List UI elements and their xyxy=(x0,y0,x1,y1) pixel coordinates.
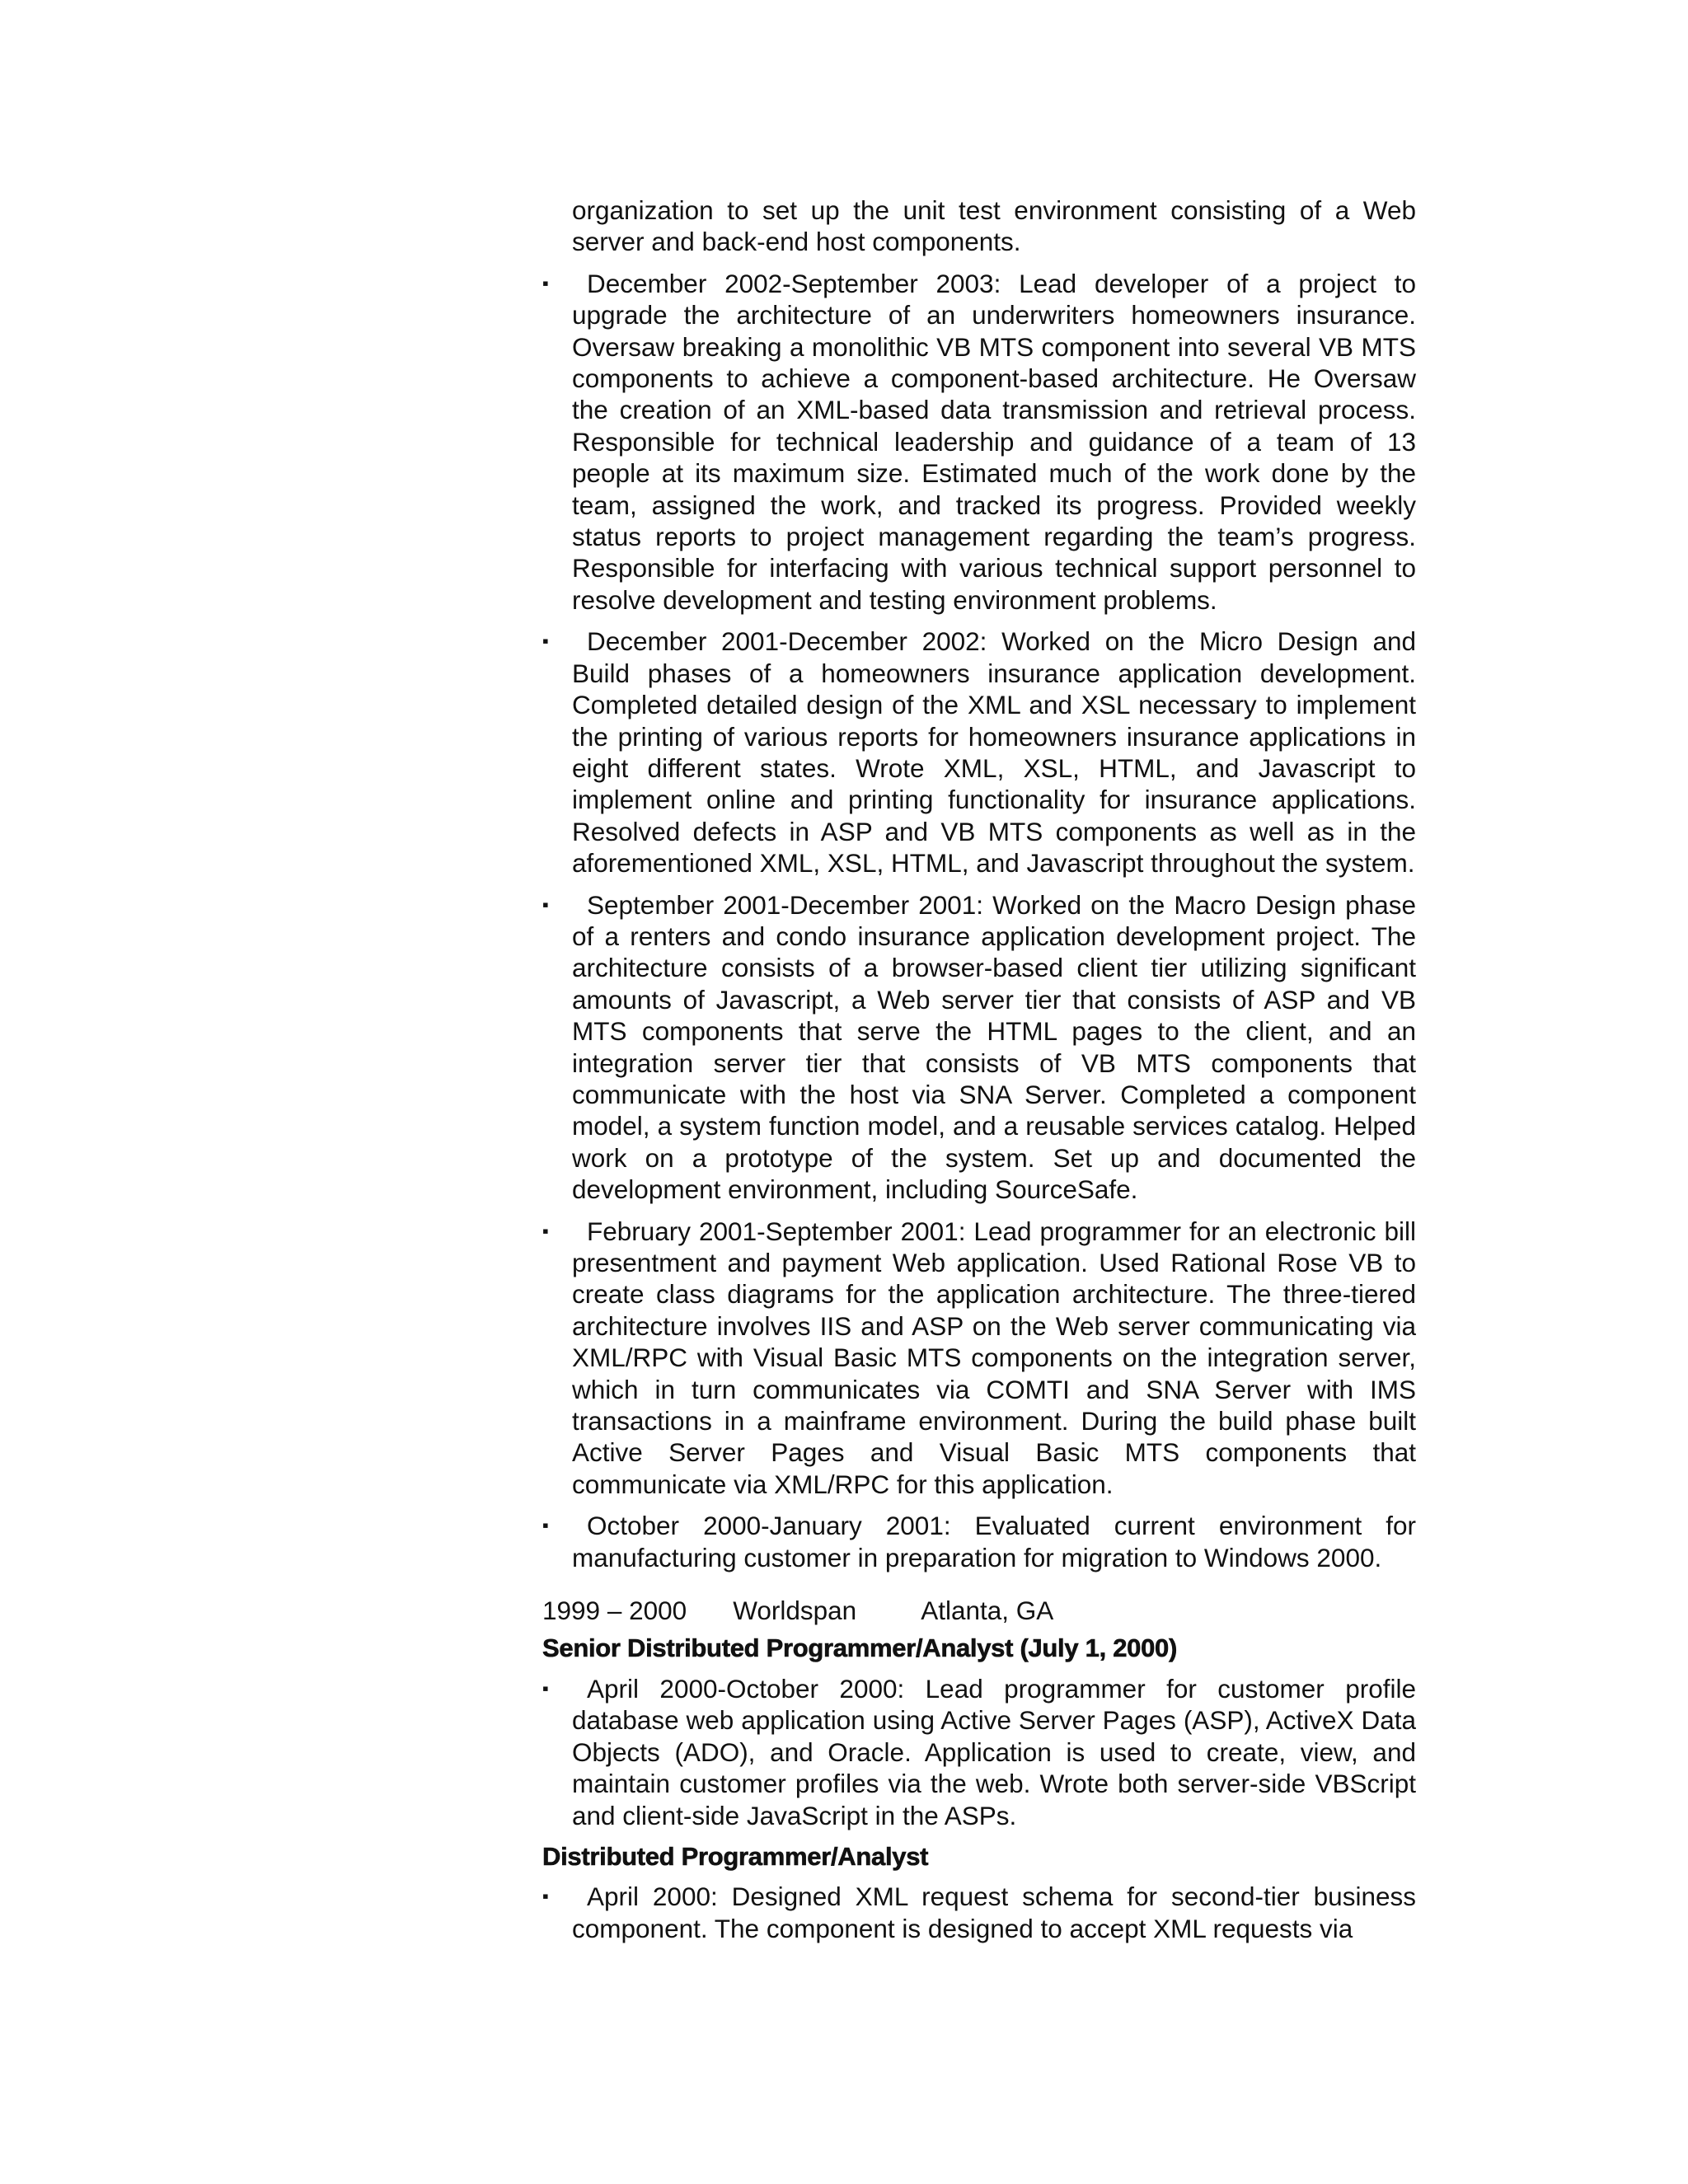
job-header xyxy=(542,1595,1416,1626)
list-item-text: September 2001-December 2001: Worked on the Macro Design phase of a renters and condo insurance application development project. The architecture consists of a browser-based client tier utilizing significant amounts of Javascript, a Web server tier that consists of ASP and VB MTS components that serve the HTML pages to the client, and an integration server tier that consists of VB MTS components that communicate with the host via SNA Server. Completed a component model, a system function model, and a reusable services catalog. Helped work on a prototype of the system. Set up and documented the development environment, including SourceSafe. xyxy=(572,889,1416,1205)
bullet-icon: ▪ xyxy=(542,1220,549,1241)
list-item-text: February 2001-September 2001: Lead programmer for an electronic bill presentment and payment Web application. Used Rational Rose VB to create class diagrams for the application architecture. The three-tiered architecture involves IIS and ASP on the Web server communicating via XML/RPC with Visual Basic MTS components on the integration server, which in turn communicates via COMTI and SNA Server with IMS transactions in a mainframe environment. During the build phase built Active Server Pages and Visual Basic MTS components that communicate via XML/RPC for this application. xyxy=(572,1216,1416,1499)
list-item-text: December 2002-September 2003: Lead developer of a project to upgrade the architecture of an underwriters homeowners insurance. Oversaw breaking a monolithic VB MTS component into several VB MTS components to achieve a component-based architecture. He Oversaw the creation of an XML-based data transmission and retrieval process. Responsible for technical leadership and guidance of a team of 13 people at its maximum size. Estimated much of the work done by the team, assigned the work, and tracked its progress. Provided weekly status reports to project management regarding the team’s progress. Responsible for interfacing with various technical support personnel to resolve development and testing environment problems. xyxy=(572,268,1416,615)
job-company: Worldspan xyxy=(733,1596,857,1626)
bullet-icon: ▪ xyxy=(542,630,549,652)
list-item xyxy=(542,1673,1416,1831)
list-item-text: December 2001-December 2002: Worked on the Micro Design and Build phases of a homeowners insurance application development. Completed detailed design of the XML and XSL necessary to implement the printing of various reports for homeowners insurance applications in eight different states. Wrote XML, XSL, HTML, and Javascript to implement online and printing functionality for insurance applications. Resolved defects in ASP and VB MTS components as well as in the aforementioned XML, XSL, HTML, and Javascript throughout the system. xyxy=(572,626,1416,879)
list-item xyxy=(542,1881,1416,1944)
list-item-text: October 2000-January 2001: Evaluated current environment for manufacturing customer in preparation for migration to Windows 2000. xyxy=(572,1511,1416,1572)
role-title-senior: Senior Distributed Programmer/Analyst (July 1, 2000) xyxy=(542,1633,1177,1663)
list-item xyxy=(542,889,1416,1206)
experience-list-a xyxy=(542,268,1416,1573)
bullet-icon: ▪ xyxy=(542,893,549,915)
list-item xyxy=(542,1216,1416,1501)
bullet-icon: ▪ xyxy=(542,1886,549,1907)
job-location: Atlanta, GA xyxy=(921,1596,1054,1626)
role-title-distributed: Distributed Programmer/Analyst xyxy=(542,1841,929,1871)
list-item-text: April 2000: Designed XML request schema for second-tier business component. The component is designed to accept XML requests via xyxy=(572,1882,1416,1943)
resume-content xyxy=(542,194,1416,1954)
continuation-paragraph: organization to set up the unit test environment consisting of a Web server and back-end host components. xyxy=(572,195,1416,257)
bullet-icon: ▪ xyxy=(542,1677,549,1699)
list-item xyxy=(542,268,1416,616)
bullet-icon: ▪ xyxy=(542,1515,549,1536)
job-years: 1999 – 2000 xyxy=(542,1596,687,1626)
list-item xyxy=(542,626,1416,879)
experience-list-senior xyxy=(542,1673,1416,1831)
list-item xyxy=(542,1510,1416,1573)
experience-list-distributed xyxy=(542,1881,1416,1944)
bullet-icon: ▪ xyxy=(542,272,549,293)
list-item-text: April 2000-October 2000: Lead programmer for customer profile database web application using Active Server Pages (ASP), ActiveX Data Objects (ADO), and Oracle. Application is used to create, view, and maintain customer profiles via the web. Wrote both server-side VBScript and client-side JavaScript in the ASPs. xyxy=(572,1673,1416,1830)
